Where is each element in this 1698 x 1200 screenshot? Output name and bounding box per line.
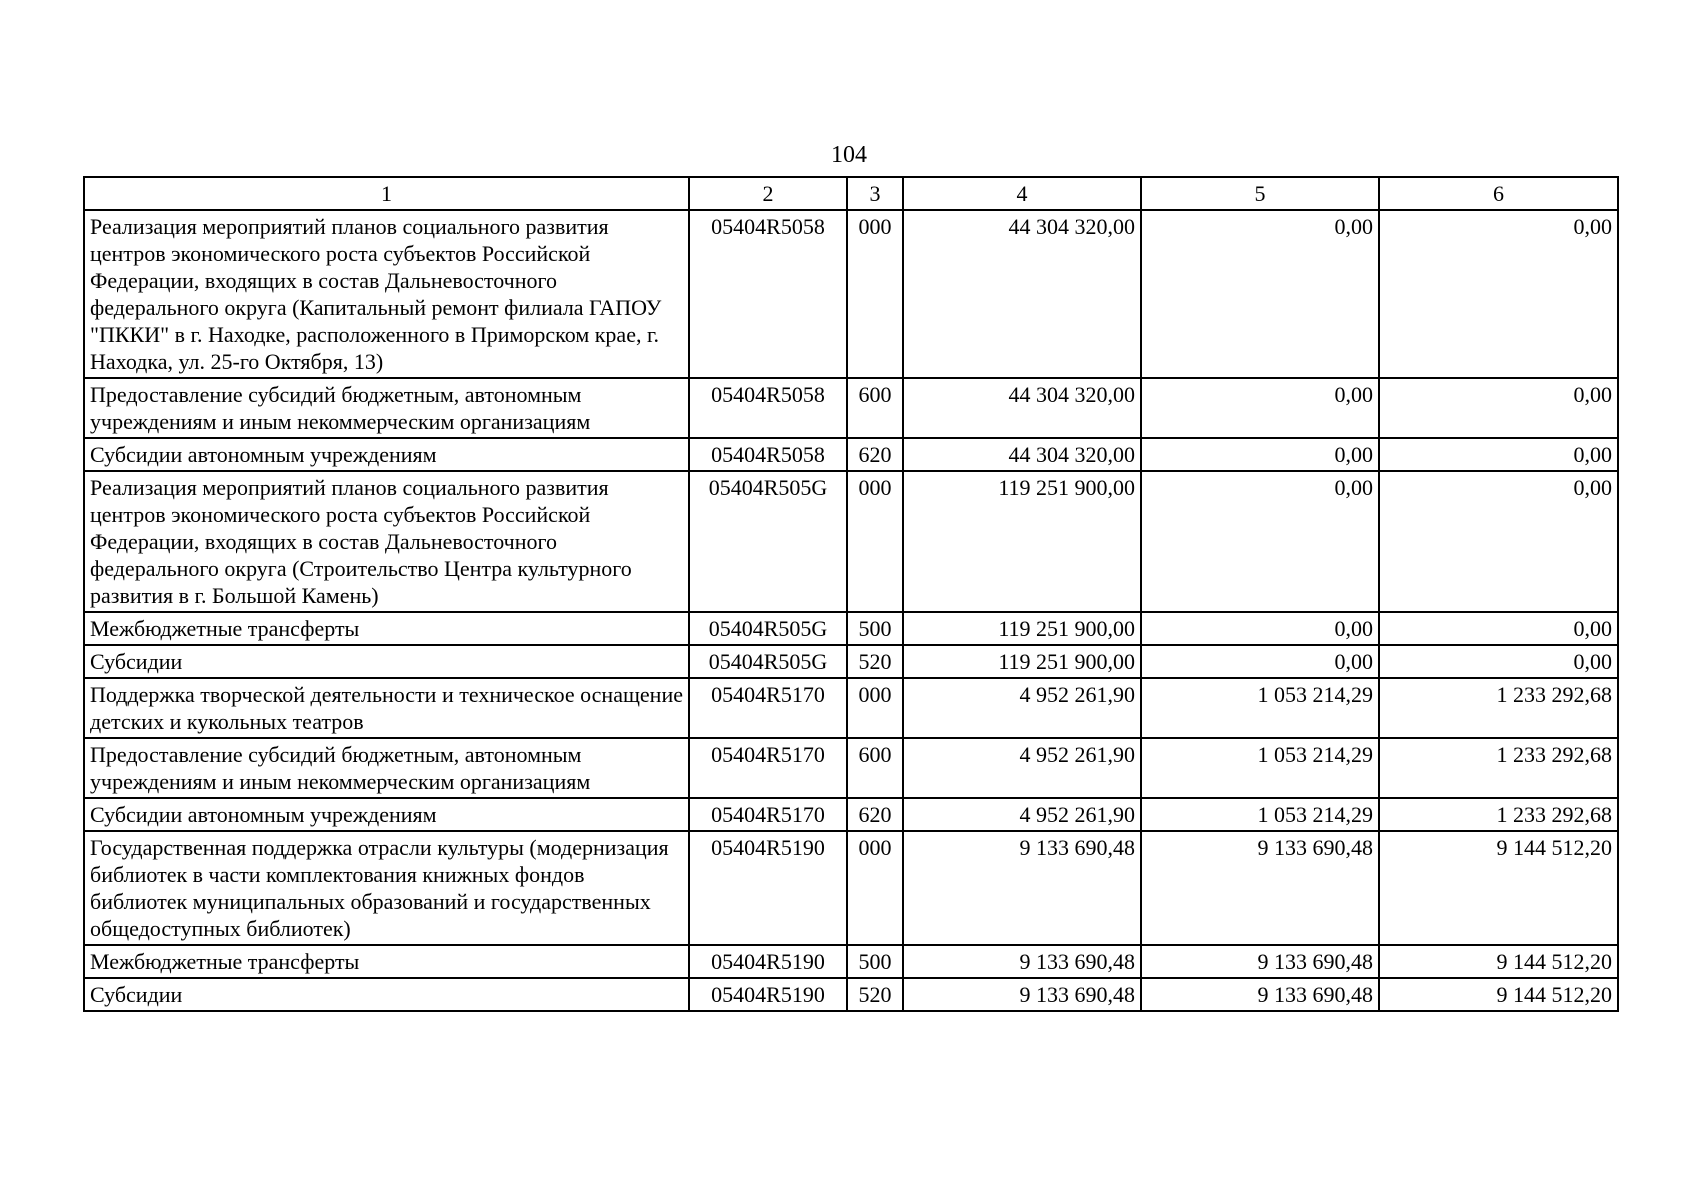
amount-col5-cell: 0,00 bbox=[1141, 378, 1379, 438]
header-row bbox=[84, 177, 1618, 210]
expense-type-cell: 500 bbox=[847, 945, 903, 978]
target-code-cell: 05404R5190 bbox=[689, 978, 847, 1011]
target-code-cell: 05404R5190 bbox=[689, 831, 847, 945]
amount-col5-cell: 1 053 214,29 bbox=[1141, 798, 1379, 831]
table-row bbox=[84, 798, 1618, 831]
table-row bbox=[84, 210, 1618, 378]
amount-col6-cell: 0,00 bbox=[1379, 471, 1618, 612]
amount-col5-cell: 0,00 bbox=[1141, 471, 1379, 612]
table-header bbox=[84, 177, 1618, 210]
amount-col4-cell: 44 304 320,00 bbox=[903, 438, 1141, 471]
amount-col5-cell: 1 053 214,29 bbox=[1141, 738, 1379, 798]
amount-col4-cell: 44 304 320,00 bbox=[903, 378, 1141, 438]
expense-type-cell: 500 bbox=[847, 612, 903, 645]
amount-col5-cell: 0,00 bbox=[1141, 612, 1379, 645]
table-row bbox=[84, 738, 1618, 798]
expense-name-cell: Поддержка творческой деятельности и техническое оснащение детских и кукольных театров bbox=[84, 678, 689, 738]
amount-col5-cell: 0,00 bbox=[1141, 438, 1379, 471]
amount-col4-cell: 119 251 900,00 bbox=[903, 471, 1141, 612]
amount-col4-cell: 119 251 900,00 bbox=[903, 645, 1141, 678]
amount-col4-cell: 4 952 261,90 bbox=[903, 738, 1141, 798]
expense-name-cell: Субсидии bbox=[84, 645, 689, 678]
target-code-cell: 05404R505G bbox=[689, 612, 847, 645]
expense-type-cell: 600 bbox=[847, 378, 903, 438]
amount-col6-cell: 1 233 292,68 bbox=[1379, 798, 1618, 831]
expense-type-cell: 000 bbox=[847, 210, 903, 378]
table-body bbox=[84, 210, 1618, 1011]
expense-name-cell: Субсидии автономным учреждениям bbox=[84, 798, 689, 831]
amount-col4-cell: 9 133 690,48 bbox=[903, 978, 1141, 1011]
target-code-cell: 05404R5170 bbox=[689, 798, 847, 831]
amount-col6-cell: 0,00 bbox=[1379, 612, 1618, 645]
amount-col5-cell: 9 133 690,48 bbox=[1141, 945, 1379, 978]
expense-type-cell: 520 bbox=[847, 645, 903, 678]
target-code-cell: 05404R5058 bbox=[689, 210, 847, 378]
expense-type-cell: 000 bbox=[847, 831, 903, 945]
column-header-3: 3 bbox=[847, 177, 903, 210]
expense-type-cell: 600 bbox=[847, 738, 903, 798]
column-header-2: 2 bbox=[689, 177, 847, 210]
amount-col6-cell: 9 144 512,20 bbox=[1379, 978, 1618, 1011]
expense-type-cell: 520 bbox=[847, 978, 903, 1011]
expense-name-cell: Реализация мероприятий планов социального развития центров экономического роста субъектов Российской Федерации, входящих в состав Дальневосточного федерального округа (Капитальный ремонт филиала ГАПОУ "ПККИ" в г. Находке, расположенного в Приморском крае, г. Находка, ул. 25-го Октября, 13) bbox=[84, 210, 689, 378]
table-row bbox=[84, 438, 1618, 471]
expense-name-cell: Субсидии автономным учреждениям bbox=[84, 438, 689, 471]
target-code-cell: 05404R5170 bbox=[689, 738, 847, 798]
target-code-cell: 05404R505G bbox=[689, 645, 847, 678]
expense-type-cell: 620 bbox=[847, 798, 903, 831]
expense-type-cell: 000 bbox=[847, 471, 903, 612]
amount-col6-cell: 1 233 292,68 bbox=[1379, 678, 1618, 738]
page-number: 104 bbox=[831, 142, 867, 168]
table-row bbox=[84, 378, 1618, 438]
amount-col6-cell: 0,00 bbox=[1379, 438, 1618, 471]
column-header-4: 4 bbox=[903, 177, 1141, 210]
target-code-cell: 05404R5058 bbox=[689, 378, 847, 438]
amount-col6-cell: 0,00 bbox=[1379, 210, 1618, 378]
budget-table bbox=[83, 176, 1619, 1012]
amount-col6-cell: 1 233 292,68 bbox=[1379, 738, 1618, 798]
expense-type-cell: 620 bbox=[847, 438, 903, 471]
expense-name-cell: Межбюджетные трансферты bbox=[84, 612, 689, 645]
table-row bbox=[84, 831, 1618, 945]
amount-col5-cell: 1 053 214,29 bbox=[1141, 678, 1379, 738]
column-header-5: 5 bbox=[1141, 177, 1379, 210]
target-code-cell: 05404R5190 bbox=[689, 945, 847, 978]
amount-col6-cell: 0,00 bbox=[1379, 378, 1618, 438]
target-code-cell: 05404R5058 bbox=[689, 438, 847, 471]
amount-col5-cell: 0,00 bbox=[1141, 210, 1379, 378]
column-header-6: 6 bbox=[1379, 177, 1618, 210]
table-row bbox=[84, 978, 1618, 1011]
amount-col6-cell: 0,00 bbox=[1379, 645, 1618, 678]
amount-col4-cell: 9 133 690,48 bbox=[903, 945, 1141, 978]
expense-name-cell: Реализация мероприятий планов социального развития центров экономического роста субъектов Российской Федерации, входящих в состав Дальневосточного федерального округа (Строительство Центра культурного развития в г. Большой Камень) bbox=[84, 471, 689, 612]
target-code-cell: 05404R505G bbox=[689, 471, 847, 612]
amount-col4-cell: 4 952 261,90 bbox=[903, 798, 1141, 831]
expense-name-cell: Предоставление субсидий бюджетным, автономным учреждениям и иным некоммерческим организациям bbox=[84, 378, 689, 438]
column-header-1: 1 bbox=[84, 177, 689, 210]
target-code-cell: 05404R5170 bbox=[689, 678, 847, 738]
amount-col4-cell: 4 952 261,90 bbox=[903, 678, 1141, 738]
table-row bbox=[84, 471, 1618, 612]
table-row bbox=[84, 612, 1618, 645]
amount-col5-cell: 9 133 690,48 bbox=[1141, 978, 1379, 1011]
expense-name-cell: Государственная поддержка отрасли культуры (модернизация библиотек в части комплектования книжных фондов библиотек муниципальных образований и государственных общедоступных библиотек) bbox=[84, 831, 689, 945]
amount-col5-cell: 9 133 690,48 bbox=[1141, 831, 1379, 945]
amount-col4-cell: 9 133 690,48 bbox=[903, 831, 1141, 945]
expense-name-cell: Субсидии bbox=[84, 978, 689, 1011]
expense-name-cell: Предоставление субсидий бюджетным, автономным учреждениям и иным некоммерческим организациям bbox=[84, 738, 689, 798]
amount-col4-cell: 44 304 320,00 bbox=[903, 210, 1141, 378]
amount-col5-cell: 0,00 bbox=[1141, 645, 1379, 678]
amount-col6-cell: 9 144 512,20 bbox=[1379, 945, 1618, 978]
expense-type-cell: 000 bbox=[847, 678, 903, 738]
table-row bbox=[84, 645, 1618, 678]
table-row bbox=[84, 678, 1618, 738]
table-row bbox=[84, 945, 1618, 978]
amount-col6-cell: 9 144 512,20 bbox=[1379, 831, 1618, 945]
amount-col4-cell: 119 251 900,00 bbox=[903, 612, 1141, 645]
expense-name-cell: Межбюджетные трансферты bbox=[84, 945, 689, 978]
